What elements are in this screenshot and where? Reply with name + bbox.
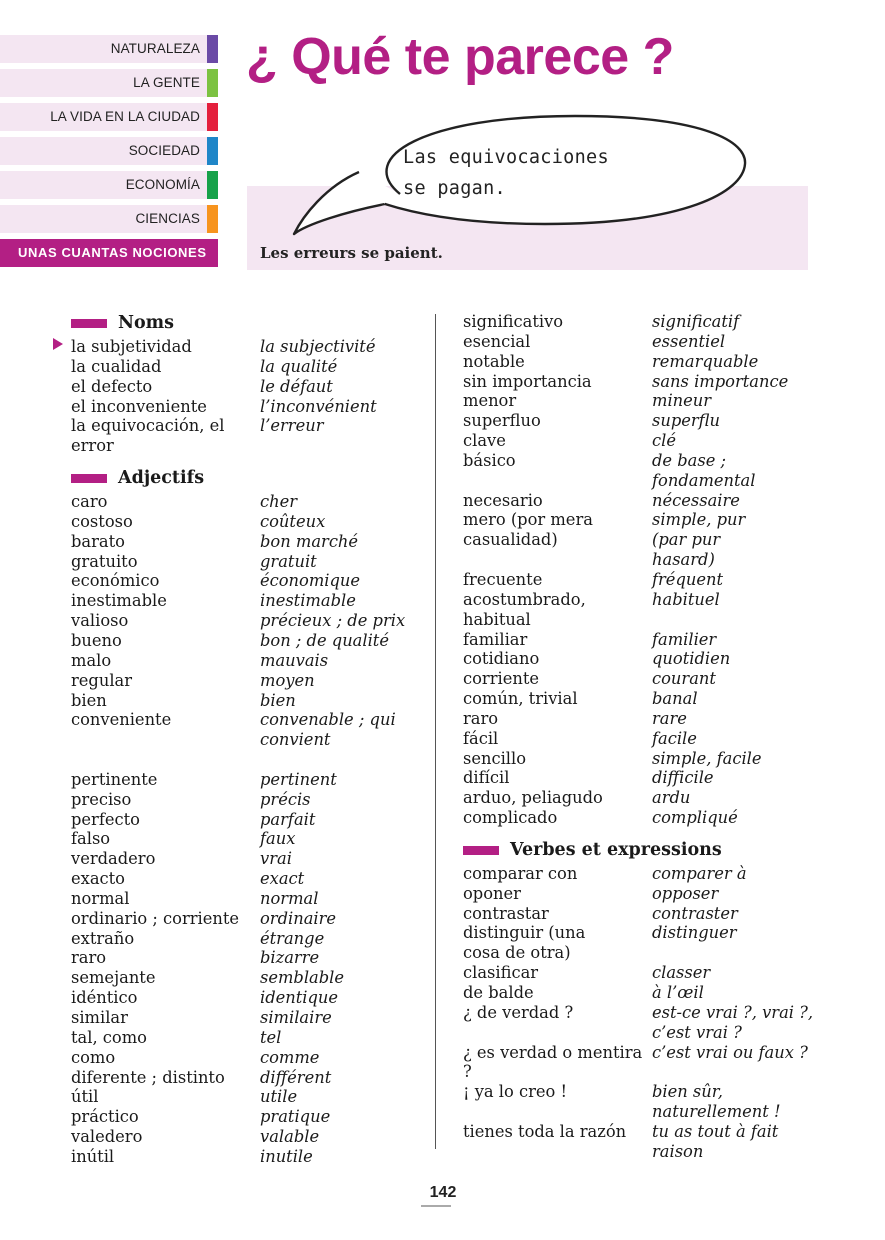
spanish-term: ¿ es verdad o mentira ?: [463, 1042, 643, 1082]
vocab-right-column: [463, 312, 813, 1162]
vocab-entry: [463, 630, 813, 650]
vocab-entry: [71, 1048, 405, 1068]
vocab-entry: [71, 1147, 405, 1167]
tab-label: NATURALEZA: [110, 41, 200, 56]
french-term: convenable ; qui convient: [260, 710, 396, 750]
heading-bar: [71, 319, 107, 328]
spanish-term: económico: [71, 571, 160, 591]
tab-la-vida-en-la-ciudad[interactable]: [0, 103, 218, 131]
vocab-entry: [71, 1127, 405, 1147]
tab-economia[interactable]: [0, 171, 218, 199]
french-term: remarquable: [652, 351, 759, 371]
spanish-term: regular: [71, 670, 133, 690]
heading-text: Noms: [118, 313, 175, 333]
french-term: mauvais: [260, 650, 329, 670]
french-term: semblable: [260, 968, 345, 988]
spanish-term: útil: [71, 1087, 99, 1107]
bubble-translation: Les erreurs se paient.: [260, 244, 443, 262]
french-term: essentiel: [652, 331, 726, 351]
vocab-entry: [71, 889, 405, 909]
vocab-entry: [463, 788, 813, 808]
vocab-entry: [463, 1122, 813, 1162]
french-term: moyen: [260, 670, 315, 690]
french-term: ordinaire: [260, 908, 337, 928]
spanish-term: esencial: [463, 331, 531, 351]
french-term: distinguer: [652, 923, 737, 943]
french-term: nécessaire: [652, 490, 740, 510]
vocab-entry: [71, 929, 405, 949]
vocab-entry: [463, 904, 813, 924]
tab-color-bar: [207, 35, 218, 63]
spanish-term: difícil: [463, 768, 510, 788]
french-term: précis: [260, 789, 311, 809]
spanish-term: necesario: [463, 490, 543, 510]
vocab-entry: [463, 808, 813, 828]
tab-label: LA GENTE: [133, 75, 200, 90]
spanish-term: extraño: [71, 928, 135, 948]
bubble-line: Las equivocaciones: [403, 147, 609, 168]
spanish-term: comparar con: [463, 863, 578, 883]
vocab-entry: [463, 923, 813, 963]
french-term: différent: [260, 1067, 332, 1087]
french-term: parfait: [260, 809, 316, 829]
french-term: utile: [260, 1087, 298, 1107]
column-divider: [435, 314, 436, 1149]
vocab-entry: [463, 510, 813, 570]
vocab-entry: [463, 332, 813, 352]
spanish-term: normal: [71, 888, 130, 908]
french-term: c’est vrai ou faux ?: [652, 1042, 808, 1062]
page-number: 142: [429, 1184, 457, 1201]
french-term: comparer à: [652, 863, 747, 883]
spanish-term: costoso: [71, 511, 133, 531]
tab-color-bar: [207, 103, 218, 131]
vocab-entry: [463, 391, 813, 411]
french-term: gratuit: [260, 551, 317, 571]
vocab-entry: [71, 552, 405, 572]
spanish-term: raro: [463, 708, 499, 728]
french-term: de base ; fondamental: [652, 450, 756, 490]
spanish-term: sin importancia: [463, 371, 592, 391]
spanish-term: la equivocación, el error: [71, 416, 225, 456]
french-term: tu as tout à fait raison: [652, 1121, 779, 1161]
spanish-term: la cualidad: [71, 356, 162, 376]
vocab-entry: [71, 397, 405, 417]
spanish-term: familiar: [463, 629, 528, 649]
spanish-term: significativo: [463, 312, 564, 331]
spanish-term: corriente: [463, 669, 539, 689]
tab-label: ECONOMÍA: [125, 177, 200, 192]
vocab-entry: [463, 963, 813, 983]
vocab-entry: [463, 411, 813, 431]
spanish-term: cotidiano: [463, 649, 540, 669]
french-term: bien sûr, naturellement !: [652, 1082, 781, 1122]
vocab-entry: [71, 968, 405, 988]
spanish-term: acostumbrado, habitual: [463, 589, 586, 629]
french-term: étrange: [260, 928, 325, 948]
tab-color-bar: [207, 205, 218, 233]
vocab-left-column: [71, 312, 405, 1167]
french-term: valable: [260, 1127, 320, 1147]
vocab-entry: [71, 790, 405, 810]
section-heading-noms: [71, 312, 405, 336]
spanish-term: como: [71, 1047, 116, 1067]
spanish-term: similar: [71, 1008, 128, 1027]
vocab-entry: [71, 416, 405, 456]
tab-naturaleza[interactable]: [0, 35, 218, 63]
tab-sociedad[interactable]: [0, 137, 218, 165]
french-term: banal: [652, 689, 698, 709]
vocab-entry: [71, 631, 405, 651]
spanish-term: raro: [71, 948, 107, 968]
french-term: ardu: [652, 788, 691, 808]
spanish-term: barato: [71, 531, 125, 551]
spanish-term: ordinario ; corriente: [71, 908, 240, 928]
french-term: la subjectivité: [260, 337, 376, 356]
french-term: classer: [652, 963, 711, 983]
spanish-term: bien: [71, 690, 107, 710]
tab-unas-cuantas-nociones[interactable]: [0, 239, 218, 267]
french-term: normal: [260, 888, 319, 908]
spanish-term: fácil: [463, 728, 499, 748]
spanish-term: sencillo: [463, 748, 527, 768]
vocab-entry: [71, 492, 405, 512]
spanish-term: verdadero: [71, 849, 156, 869]
spanish-term: ¿ de verdad ?: [463, 1002, 574, 1022]
vocab-entry: [463, 590, 813, 630]
vocab-entry: [71, 671, 405, 691]
spanish-term: pertinente: [71, 769, 158, 789]
spanish-term: bueno: [71, 630, 122, 650]
vocab-entry: [463, 709, 813, 729]
heading-bar: [71, 474, 107, 483]
vocab-entry: [463, 649, 813, 669]
french-term: à l’œil: [652, 983, 704, 1002]
vocab-entry: [71, 357, 405, 377]
french-term: comme: [260, 1047, 320, 1067]
bubble-text: [403, 142, 693, 204]
spanish-term: conveniente: [71, 710, 172, 730]
vocab-entry: [71, 651, 405, 671]
vocab-entry: [71, 1008, 405, 1028]
spanish-term: menor: [463, 391, 517, 411]
vocab-entry: [71, 591, 405, 611]
tab-label: LA VIDA EN LA CIUDAD: [50, 109, 200, 124]
tab-label: CIENCIAS: [135, 211, 200, 226]
french-term: fréquent: [652, 569, 724, 589]
french-term: tel: [260, 1027, 282, 1047]
tab-label: UNAS CUANTAS NOCIONES: [18, 245, 207, 260]
spanish-term: caro: [71, 492, 108, 512]
tab-color-bar: [207, 137, 218, 165]
french-term: contraster: [652, 903, 738, 923]
tab-la-gente[interactable]: [0, 69, 218, 97]
section-heading-verbes: [463, 839, 813, 863]
spanish-term: inútil: [71, 1146, 115, 1166]
french-term: clé: [652, 431, 676, 451]
spanish-term: valioso: [71, 611, 129, 631]
vocab-entry: [71, 710, 405, 750]
vocab-entry: [71, 532, 405, 552]
tab-color-bar: [207, 171, 218, 199]
vocab-entry: [71, 377, 405, 397]
french-term: exact: [260, 869, 305, 889]
vocab-entry: [71, 909, 405, 929]
spanish-term: la subjetividad: [71, 337, 192, 356]
french-term: est-ce vrai ?, vrai ?, c’est vrai ?: [652, 1002, 814, 1042]
spanish-term: preciso: [71, 789, 132, 809]
spanish-term: común, trivial: [463, 689, 578, 709]
french-term: faux: [260, 829, 296, 849]
tab-color-bar: [207, 69, 218, 97]
vocab-entry: [463, 983, 813, 1003]
french-term: difficile: [652, 768, 714, 788]
vocab-entry: [71, 337, 405, 357]
spanish-term: práctico: [71, 1107, 139, 1127]
spanish-term: básico: [463, 450, 516, 470]
french-term: inutile: [260, 1146, 313, 1166]
vocab-entry: [463, 372, 813, 392]
french-term: opposer: [652, 883, 719, 903]
spanish-term: distinguir (una cosa de otra): [463, 923, 586, 963]
vocab-entry: [463, 451, 813, 491]
page-title: ¿ Qué te parece ?: [246, 28, 674, 86]
french-term: simple, pur (par pur hasard): [652, 510, 746, 570]
french-term: bizarre: [260, 948, 320, 968]
french-term: rare: [652, 708, 687, 728]
vocab-entry: [463, 352, 813, 372]
vocab-entry: [463, 491, 813, 511]
spanish-term: diferente ; distinto: [71, 1067, 225, 1087]
french-term: mineur: [652, 391, 712, 411]
vocab-entry: [71, 571, 405, 591]
heading-text: Adjectifs: [118, 468, 205, 489]
french-term: économique: [260, 571, 361, 591]
vocab-entry: [463, 689, 813, 709]
french-term: similaire: [260, 1008, 332, 1027]
triangle-marker-icon: [53, 338, 63, 350]
vocab-entry: [463, 1082, 813, 1122]
french-term: compliqué: [652, 808, 738, 828]
vocab-entry: [463, 312, 813, 332]
french-term: pratique: [260, 1107, 331, 1127]
vocab-entry: [71, 988, 405, 1008]
tab-label: SOCIEDAD: [128, 143, 200, 158]
vocab-entry: [463, 1003, 813, 1043]
spanish-term: clave: [463, 431, 506, 451]
french-term: la qualité: [260, 356, 338, 376]
spanish-term: frecuente: [463, 569, 543, 589]
spanish-term: exacto: [71, 869, 125, 889]
french-term: significatif: [652, 312, 740, 331]
vocab-entry: [463, 669, 813, 689]
vocab-entry: [71, 611, 405, 631]
vocab-entry: [463, 884, 813, 904]
spanish-term: tal, como: [71, 1027, 147, 1047]
spanish-term: mero (por mera casualidad): [463, 510, 593, 550]
vocab-entry: [463, 431, 813, 451]
french-term: familier: [652, 629, 717, 649]
spanish-term: complicado: [463, 808, 558, 828]
french-term: bon ; de qualité: [260, 630, 389, 650]
bubble-line: se pagan.: [403, 178, 506, 199]
french-term: superflu: [652, 411, 721, 431]
spanish-term: inestimable: [71, 591, 167, 611]
french-term: inestimable: [260, 591, 356, 611]
vocab-entry: [71, 1087, 405, 1107]
french-term: le défaut: [260, 376, 333, 396]
french-term: courant: [652, 669, 716, 689]
vocab-entry: [463, 729, 813, 749]
spanish-term: superfluo: [463, 411, 541, 431]
vocab-entry: [71, 869, 405, 889]
vocab-entry: [71, 849, 405, 869]
spanish-term: el inconveniente: [71, 396, 207, 416]
spanish-term: el defecto: [71, 376, 153, 396]
french-term: habituel: [652, 589, 720, 609]
french-term: quotidien: [652, 649, 731, 669]
spanish-term: clasificar: [463, 963, 539, 983]
spanish-term: perfecto: [71, 809, 140, 829]
spanish-term: gratuito: [71, 551, 138, 571]
french-term: vrai: [260, 849, 292, 869]
spanish-term: idéntico: [71, 988, 138, 1008]
vocab-entry: [71, 1028, 405, 1048]
french-term: simple, facile: [652, 748, 762, 768]
heading-bar: [463, 846, 499, 855]
section-heading-adjectifs: [71, 467, 405, 491]
vocab-entry: [463, 570, 813, 590]
french-term: bon marché: [260, 531, 359, 551]
vocab-entry: [463, 864, 813, 884]
vocab-entry: [71, 1068, 405, 1088]
french-term: identique: [260, 988, 339, 1008]
spanish-term: tienes toda la razón: [463, 1121, 627, 1141]
spanish-term: oponer: [463, 883, 521, 903]
spanish-term: ¡ ya lo creo !: [463, 1082, 568, 1102]
spanish-term: notable: [463, 351, 525, 371]
vocab-entry: [71, 948, 405, 968]
page-number-underline: [421, 1205, 451, 1207]
french-term: pertinent: [260, 769, 337, 789]
french-term: précieux ; de prix: [260, 611, 406, 631]
spanish-term: malo: [71, 650, 112, 670]
spanish-term: contrastar: [463, 903, 549, 923]
vocab-entry: [71, 810, 405, 830]
spanish-term: arduo, peliagudo: [463, 788, 603, 808]
section-tabs: [0, 35, 218, 273]
vocab-entry: [463, 1043, 813, 1083]
french-term: bien: [260, 690, 296, 710]
french-term: coûteux: [260, 511, 326, 531]
french-term: sans importance: [652, 371, 789, 391]
french-term: facile: [652, 728, 697, 748]
spanish-term: falso: [71, 829, 111, 849]
vocab-entry: [71, 1107, 405, 1127]
vocab-entry: [71, 829, 405, 849]
spanish-term: semejante: [71, 968, 156, 988]
french-term: cher: [260, 492, 298, 512]
tab-ciencias[interactable]: [0, 205, 218, 233]
heading-text: Verbes et expressions: [510, 839, 722, 860]
french-term: l’erreur: [260, 416, 324, 436]
vocab-entry: [71, 512, 405, 532]
vocab-entry: [71, 770, 405, 790]
spanish-term: valedero: [71, 1127, 143, 1147]
french-term: l’inconvénient: [260, 396, 377, 416]
vocab-entry: [463, 749, 813, 769]
vocab-entry: [71, 691, 405, 711]
vocab-entry: [463, 768, 813, 788]
spanish-term: de balde: [463, 983, 534, 1002]
